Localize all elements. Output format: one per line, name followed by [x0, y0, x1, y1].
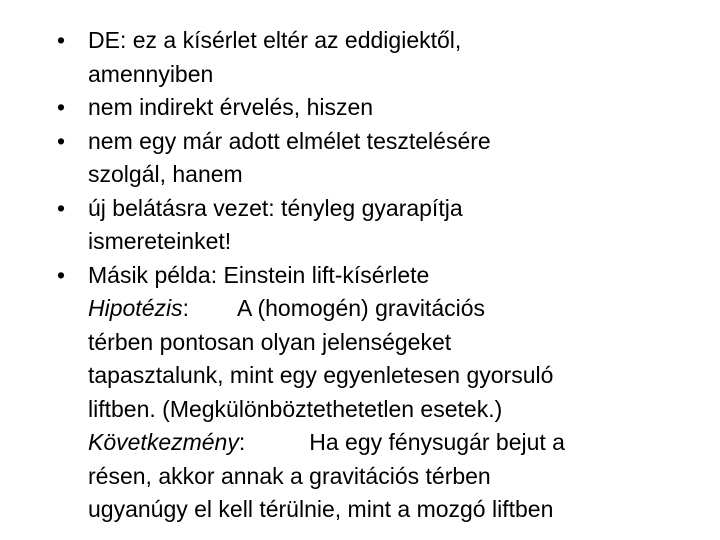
bullet-line: nem egy már adott elmélet tesztelésére: [88, 127, 491, 154]
bullet-line: szolgál, hanem: [88, 161, 243, 187]
bullet-line: ismereteinket!: [88, 228, 232, 254]
bullet-line: résen, akkor annak a gravitációs térben: [88, 462, 491, 489]
bullet-line: DE: ez a kísérlet eltér az eddigiektől,: [88, 27, 462, 53]
hypothesis-text: A (homogén) gravitációs: [237, 295, 486, 321]
consequence-line: [88, 426, 688, 460]
bullet-item: [0, 91, 688, 125]
bullet-line: térben pontosan olyan jelenségeket: [88, 328, 452, 355]
bullet-dot: •: [57, 27, 66, 53]
bullet-dot: •: [57, 94, 66, 120]
hypothesis-line: [88, 292, 688, 326]
bullet-line: tapasztalunk, mint egy egyenletesen gyorsuló: [88, 362, 554, 388]
bullet-item: [0, 192, 688, 259]
hypothesis-label: Hipotézis: [88, 295, 183, 321]
bullet-dot: •: [57, 194, 66, 221]
bullet-line: amennyiben: [88, 60, 214, 87]
bullet-item: [0, 24, 688, 91]
consequence-label: Következmény: [88, 429, 239, 455]
bullet-line: Másik példa: Einstein lift-kísérlete: [88, 261, 430, 288]
consequence-text: Ha egy fénysugár bejut a: [309, 429, 565, 455]
bullet-line: nem indirekt érvelés, hiszen: [88, 94, 374, 120]
bullet-line: liftben. (Megkülönböztethetetlen esetek.): [88, 395, 503, 422]
bullet-line: ugyanúgy el kell térülnie, mint a mozgó liftben: [88, 496, 554, 522]
bullet-item-einstein: [0, 259, 688, 527]
bullet-dot: •: [57, 127, 66, 154]
bullet-item: [0, 125, 688, 192]
hypothesis-colon: :: [182, 295, 189, 321]
bullet-dot: •: [57, 261, 66, 288]
consequence-colon: :: [238, 429, 246, 455]
bullet-line: új belátásra vezet: tényleg gyarapítja: [88, 194, 463, 221]
bullet-list: [0, 24, 688, 527]
